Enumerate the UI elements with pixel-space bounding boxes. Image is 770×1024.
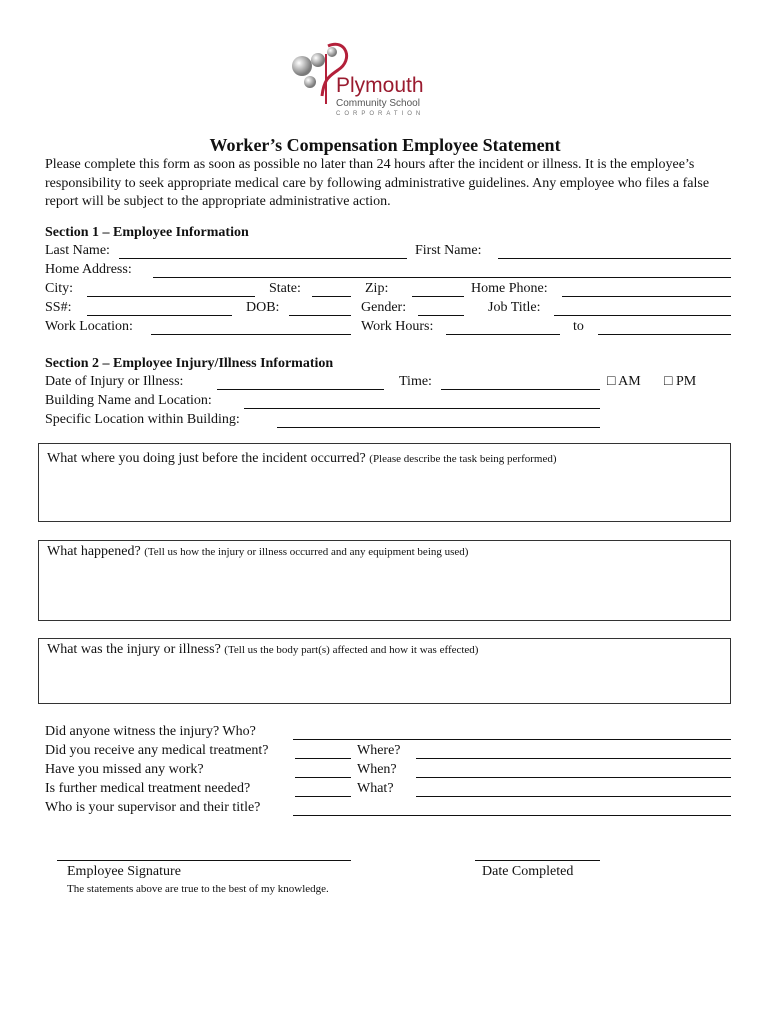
ss-label: SS#: <box>45 300 72 315</box>
missed-work-field[interactable] <box>295 777 351 778</box>
where-label: Where? <box>357 743 401 758</box>
first-name-field[interactable] <box>498 258 731 259</box>
date-of-injury-label: Date of Injury or Illness: <box>45 374 184 389</box>
when-field[interactable] <box>416 777 731 778</box>
witness-label: Did anyone witness the injury? Who? <box>45 724 256 739</box>
date-completed-line[interactable] <box>475 860 600 861</box>
what-happened-label <box>47 544 468 560</box>
when-label: When? <box>357 762 397 777</box>
first-name-label: First Name: <box>415 243 482 258</box>
gender-label: Gender: <box>361 300 407 315</box>
signature-statement: The statements above are true to the best of my knowledge. <box>67 883 329 895</box>
specific-location-field[interactable] <box>277 427 600 428</box>
what-happened-hint: (Tell us how the injury or illness occurred and any equipment being used) <box>144 546 469 558</box>
building-label: Building Name and Location: <box>45 393 212 408</box>
home-address-label: Home Address: <box>45 262 132 277</box>
zip-label: Zip: <box>365 281 389 296</box>
last-name-label: Last Name: <box>45 243 110 258</box>
city-field[interactable] <box>87 296 255 297</box>
further-treatment-field[interactable] <box>295 796 351 797</box>
state-field[interactable] <box>312 296 351 297</box>
am-checkbox[interactable]: □ AM <box>607 374 641 389</box>
where-field[interactable] <box>416 758 731 759</box>
work-hours-label: Work Hours: <box>361 319 434 334</box>
building-field[interactable] <box>244 408 600 409</box>
specific-location-label: Specific Location within Building: <box>45 412 240 427</box>
work-hours-end-field[interactable] <box>598 334 731 335</box>
home-phone-field[interactable] <box>562 296 731 297</box>
medical-treatment-label: Did you receive any medical treatment? <box>45 743 269 758</box>
date-of-injury-field[interactable] <box>217 389 384 390</box>
state-label: State: <box>269 281 301 296</box>
logo-name: Plymouth <box>336 74 424 97</box>
what-happened-question: What happened? <box>47 544 141 559</box>
home-address-field[interactable] <box>153 277 731 278</box>
activity-hint: (Please describe the task being performed) <box>369 453 557 465</box>
what-field[interactable] <box>416 796 731 797</box>
activity-before-incident-label <box>47 451 557 467</box>
job-title-field[interactable] <box>554 315 731 316</box>
zip-field[interactable] <box>412 296 464 297</box>
section1-heading: Section 1 – Employee Information <box>45 225 249 240</box>
employee-signature-line[interactable] <box>57 860 351 861</box>
missed-work-label: Have you missed any work? <box>45 762 204 777</box>
time-field[interactable] <box>441 389 600 390</box>
what-label: What? <box>357 781 394 796</box>
activity-before-incident-box[interactable] <box>38 443 731 522</box>
work-location-field[interactable] <box>151 334 351 335</box>
injury-illness-question: What was the injury or illness? <box>47 642 221 657</box>
dob-field[interactable] <box>289 315 351 316</box>
job-title-label: Job Title: <box>488 300 541 315</box>
ss-field[interactable] <box>87 315 232 316</box>
school-logo <box>288 38 458 118</box>
work-location-label: Work Location: <box>45 319 133 334</box>
injury-illness-label <box>47 642 478 658</box>
what-happened-box[interactable] <box>38 540 731 621</box>
pm-checkbox[interactable]: □ PM <box>664 374 697 389</box>
work-hours-to-label: to <box>573 319 584 334</box>
section2-heading: Section 2 – Employee Injury/Illness Information <box>45 356 334 371</box>
supervisor-label: Who is your supervisor and their title? <box>45 800 261 815</box>
medical-treatment-field[interactable] <box>295 758 351 759</box>
work-hours-start-field[interactable] <box>446 334 560 335</box>
form-title: Worker’s Compensation Employee Statement <box>209 135 561 155</box>
injury-illness-hint: (Tell us the body part(s) affected and how it was effected) <box>224 644 479 656</box>
home-phone-label: Home Phone: <box>471 281 548 296</box>
last-name-field[interactable] <box>119 258 407 259</box>
time-label: Time: <box>399 374 432 389</box>
supervisor-field[interactable] <box>293 815 731 816</box>
city-label: City: <box>45 281 74 296</box>
activity-question: What where you doing just before the incident occurred? <box>47 451 366 466</box>
witness-field[interactable] <box>293 739 731 740</box>
gender-field[interactable] <box>418 315 464 316</box>
further-treatment-label: Is further medical treatment needed? <box>45 781 251 796</box>
injury-illness-box[interactable] <box>38 638 731 704</box>
date-completed-label: Date Completed <box>482 864 574 879</box>
form-intro: Please complete this form as soon as possible no later than 24 hours after the incident or illness. It is the employee’s responsibility to seek appropriate medical care by following administrative guidelines. Any employee who files a false report will be subject to the appropriate administrative action. <box>45 157 710 209</box>
employee-signature-label: Employee Signature <box>67 864 181 879</box>
logo-tagline: CORPORATION <box>336 111 425 117</box>
logo-subtitle: Community School <box>336 98 420 109</box>
dob-label: DOB: <box>246 300 280 315</box>
